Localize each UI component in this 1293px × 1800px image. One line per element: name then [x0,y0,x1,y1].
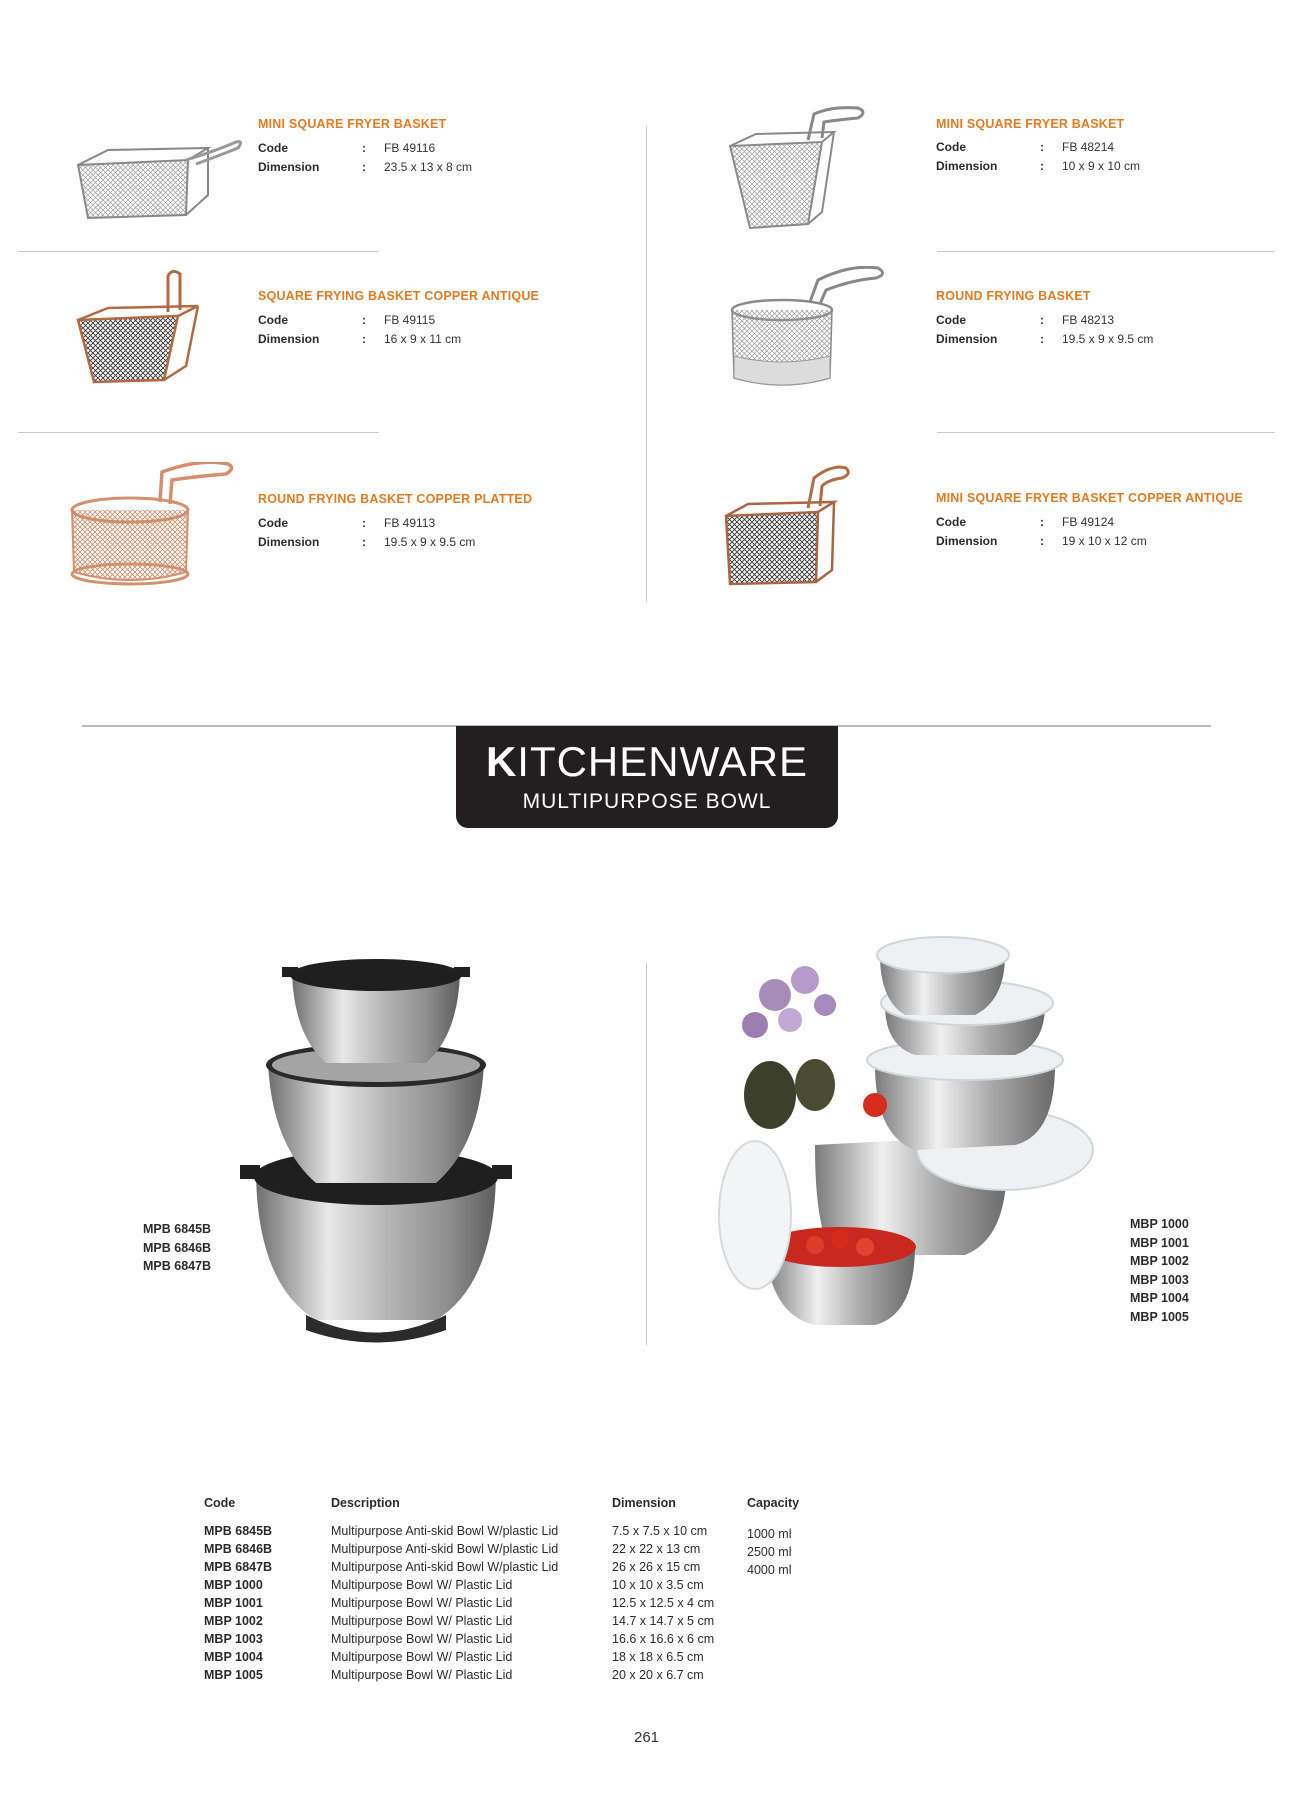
table-cell: 22 x 22 x 13 cm [612,1542,701,1556]
table-cell: MBP 1005 [204,1668,263,1682]
table-cell: Multipurpose Bowl W/ Plastic Lid [331,1632,513,1646]
table-cell: Multipurpose Bowl W/ Plastic Lid [331,1668,513,1682]
table-cell: 4000 ml [747,1563,792,1577]
product-title: MINI SQUARE FRYER BASKET COPPER ANTIQUE [936,491,1243,505]
code-label: Code [258,516,288,530]
section-banner [456,726,838,828]
dimension-value: 19.5 x 9 x 9.5 cm [384,535,476,549]
mini-square-fryer-basket-copper-icon [722,462,902,592]
banner-title [456,738,838,786]
table-cell: 18 x 18 x 6.5 cm [612,1650,704,1664]
table-cell: MBP 1003 [204,1632,263,1646]
divider [937,432,1275,433]
table-cell: Multipurpose Anti-skid Bowl W/plastic Lid [331,1560,559,1574]
table-column-code [204,1522,272,1684]
banner-subtitle: MULTIPURPOSE BOWL [522,790,772,813]
product-title: MINI SQUARE FRYER BASKET [936,117,1125,131]
product-title: ROUND FRYING BASKET [936,289,1091,303]
colon: : [1040,313,1044,327]
table-cell: Multipurpose Bowl W/ Plastic Lid [331,1578,513,1592]
colon: : [1040,332,1044,346]
table-cell: MPB 6846B [204,1542,273,1556]
dimension-label: Dimension [258,535,320,549]
table-cell: Multipurpose Anti-skid Bowl W/plastic Lid [331,1542,559,1556]
table-cell: MBP 1004 [204,1650,263,1664]
table-cell: 12.5 x 12.5 x 4 cm [612,1596,715,1610]
table-header-dimension: Dimension [612,1496,676,1510]
table-column-dimension [612,1522,714,1684]
dimension-label: Dimension [258,332,320,346]
product-title: SQUARE FRYING BASKET COPPER ANTIQUE [258,289,540,303]
left-bowl-codes [143,1220,211,1276]
divider [18,432,379,433]
dimension-label: Dimension [936,332,998,346]
table-cell: 14.7 x 14.7 x 5 cm [612,1614,715,1628]
divider [937,251,1275,252]
colon: : [1040,140,1044,154]
table-cell: Multipurpose Bowl W/ Plastic Lid [331,1614,513,1628]
code-value: FB 49116 [384,141,436,155]
table-cell: 7.5 x 7.5 x 10 cm [612,1524,708,1538]
bowl-code: MPB 6845B [143,1222,212,1236]
dimension-value: 19 x 10 x 12 cm [1062,534,1147,548]
table-cell: Multipurpose Anti-skid Bowl W/plastic Lid [331,1524,559,1538]
table-cell: 26 x 26 x 15 cm [612,1560,701,1574]
dimension-label: Dimension [936,159,998,173]
dimension-value: 16 x 9 x 11 cm [384,332,462,346]
bowl-code: MPB 6846B [143,1240,212,1255]
bowl-code: MBP 1003 [1130,1272,1189,1287]
colon: : [362,313,366,327]
table-cell: MBP 1002 [204,1614,263,1628]
table-cell: Multipurpose Bowl W/ Plastic Lid [331,1650,513,1664]
dimension-value: 19.5 x 9 x 9.5 cm [1062,332,1154,346]
product-title: MINI SQUARE FRYER BASKET [258,117,447,131]
square-fryer-basket-icon [68,130,248,260]
column-divider [646,963,647,1345]
code-label: Code [936,313,966,327]
table-cell: 10 x 10 x 3.5 cm [612,1578,704,1592]
round-frying-basket-copper-icon [60,462,240,592]
colon: : [362,332,366,346]
table-cell: MPB 6845B [204,1524,273,1538]
colon: : [1040,515,1044,529]
product-title: ROUND FRYING BASKET COPPER PLATTED [258,492,533,506]
bowl-code: MBP 1002 [1130,1254,1189,1268]
table-cell: MPB 6847B [204,1560,273,1574]
table-column-description [331,1522,558,1684]
table-cell: Multipurpose Bowl W/ Plastic Lid [331,1596,513,1610]
bowl-code: MBP 1001 [1130,1235,1189,1250]
colon: : [1040,159,1044,173]
code-label: Code [258,141,288,155]
bowl-code: MPB 6847B [143,1259,212,1273]
right-bowl-codes [1130,1215,1189,1326]
round-frying-basket-icon [722,266,902,396]
mini-square-fryer-basket-icon [722,104,902,234]
colon: : [1040,534,1044,548]
code-label: Code [936,515,966,529]
dimension-value: 10 x 9 x 10 cm [1062,159,1141,173]
code-value: FB 48214 [1062,140,1115,154]
code-label: Code [936,140,966,154]
code-value: FB 49115 [384,313,436,327]
column-divider [646,126,647,602]
banner-title-rest: ITCHENWARE [517,738,809,785]
colon: : [362,160,366,174]
divider [18,251,379,252]
table-header-code: Code [204,1496,236,1510]
anti-skid-bowl-set-icon [236,955,516,1350]
bowl-set-with-lids-icon [715,935,1115,1345]
dimension-label: Dimension [936,534,998,548]
code-value: FB 49113 [384,516,436,530]
colon: : [362,516,366,530]
table-header-description: Description [331,1496,400,1510]
bowl-code: MBP 1004 [1130,1291,1189,1305]
table-cell: 2500 ml [747,1545,792,1559]
square-frying-basket-copper-antique-icon [68,268,248,398]
table-column-capacity [747,1525,791,1579]
code-value: FB 49124 [1062,515,1115,529]
code-label: Code [258,313,288,327]
table-header-capacity: Capacity [747,1496,800,1510]
dimension-value: 23.5 x 13 x 8 cm [384,160,473,174]
dimension-label: Dimension [258,160,320,174]
colon: : [362,141,366,155]
table-cell: 1000 ml [747,1527,792,1541]
table-cell: 20 x 20 x 6.7 cm [612,1668,704,1682]
bowl-code: MBP 1005 [1130,1309,1189,1324]
colon: : [362,535,366,549]
bowl-code: MBP 1000 [1130,1217,1189,1231]
banner-title-initial: K [485,738,518,785]
page-number: 261 [633,1729,660,1746]
code-value: FB 48213 [1062,313,1115,327]
table-cell: 16.6 x 16.6 x 6 cm [612,1632,715,1646]
table-cell: MBP 1000 [204,1578,263,1592]
table-cell: MBP 1001 [204,1596,263,1610]
